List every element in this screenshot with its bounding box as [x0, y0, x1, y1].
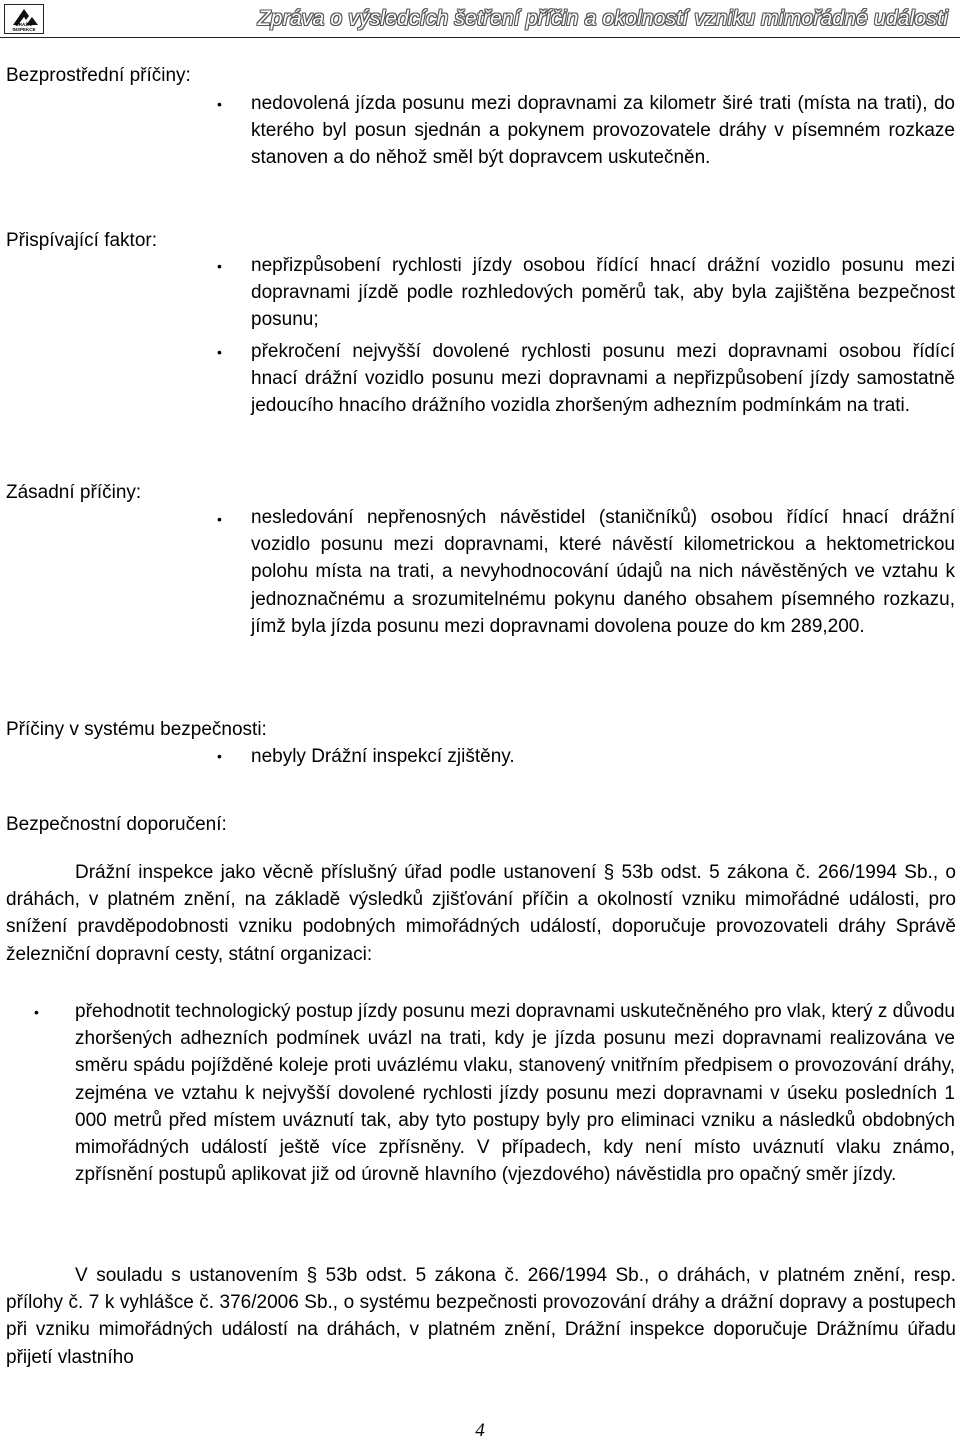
bullet-icon: •: [217, 344, 222, 360]
page-header: [0, 0, 960, 40]
bullet-icon: •: [217, 511, 222, 527]
logo-text: DRÁŽNÍ INSPEKCE: [12, 22, 36, 32]
contributing-factor-item-2: překročení nejvyšší dovolené rychlosti posunu mezi dopravnami osobou řídící hnací drážní vozidlo posunu mezi dopravnami a nepřizpůsobení jízdy samostatně jedoucího hnacího drážního vozidla zhoršeným adhezním podmínkám na trati.: [251, 341, 955, 417]
recommendation-item: přehodnotit technologický postup jízdy posunu mezi dopravnami uskutečněného pro vlak, který z důvodu zhoršených adhezních podmínek uvázl na trati, kdy je jízda posunu mezi dopravnami realizována ve směru spádu pojížděné koleje proti uvázlému vlaku, stanovený vnitřním předpisem o provozování dráhy, zejména ve vztahu k nejvyšší dovolené rychlosti jízdy posunu mezi dopravnami v úseku posledních 1 000 metrů před místem uváznutí tak, aby tyto postupy byly pro eliminaci vzniku a následků obdobných mimořádných událostí ještě více zpřísněny. V případech, kdy není místo uváznutí vlaku známo, zpřísnění postupů aplikovat již od úrovně hlavního (vjezdového) návěstidla pro opačný směr jízdy.: [75, 1001, 955, 1186]
header-divider: [0, 37, 960, 38]
immediate-causes-label: Bezprostřední příčiny:: [6, 65, 191, 86]
page-number: 4: [475, 1420, 485, 1441]
recommendation-intro: Drážní inspekce jako věcně příslušný úřad podle ustanovení § 53b odst. 5 zákona č. 266/1994 Sb., o dráhách, v platném znění, na základě výsledků zjišťování příčin a okolností vzniku mimořádné události, pro snížení pravděpodobnosti vzniku podobných mimořádných událostí, doporučuje provozovateli dráhy Správě železniční dopravní cesty, státní organizaci:: [6, 862, 956, 965]
drazni-inspekce-logo: [4, 4, 44, 34]
bullet-icon: •: [217, 748, 222, 764]
bullet-icon: •: [34, 1004, 39, 1020]
bullet-icon: •: [217, 258, 222, 274]
root-causes-label: Zásadní příčiny:: [6, 482, 142, 503]
immediate-cause-item: nedovolená jízda posunu mezi dopravnami za kilometr širé trati (místa na trati), do kterého byl posun sjednán a pokynem provozovatele dráhy v písemném rozkaze stanoven a do něhož směl být dopravcem uskutečněn.: [251, 93, 955, 169]
safety-system-cause-item: nebyly Drážní inspekcí zjištěny.: [251, 746, 515, 767]
recommendation-closing: V souladu s ustanovením § 53b odst. 5 zákona č. 266/1994 Sb., o dráhách, v platném znění, resp. přílohy č. 7 k vyhlášce č. 376/2006 Sb., o systému bezpečnosti provozování dráhy a drážní dopravy a postupech při vzniku mimořádných událostí na dráhách, v platném znění, Drážní inspekce doporučuje Drážnímu úřadu přijetí vlastního: [6, 1265, 956, 1368]
report-title: Zpráva o výsledcích šetření příčin a okolností vzniku mimořádné události: [257, 7, 948, 30]
contributing-factor-item-1: nepřizpůsobení rychlosti jízdy osobou řídící hnací drážní vozidlo posunu mezi dopravnami jízdě podle rozhledových poměrů tak, aby byla zajištěna bezpečnost posunu;: [251, 255, 955, 331]
contributing-factor-label: Přispívající faktor:: [6, 230, 157, 251]
root-cause-item: nesledování nepřenosných návěstidel (staničníků) osobou řídící hnací drážní vozidlo posunu mezi dopravnami, které návěstí kilometrickou a hektometrickou polohu místa na trati, a nevyhodnocování údajů na nich návěstěných ve vztahu k jednoznačnému a srozumitelnému pokynu daného obsahem písemného rozkazu, jímž byla jízda posunu mezi dopravnami dovolena pouze do km 289,200.: [251, 507, 955, 637]
safety-system-causes-label: Příčiny v systému bezpečnosti:: [6, 719, 267, 740]
safety-recommendations-label: Bezpečnostní doporučení:: [6, 814, 227, 835]
bullet-icon: •: [217, 96, 222, 112]
